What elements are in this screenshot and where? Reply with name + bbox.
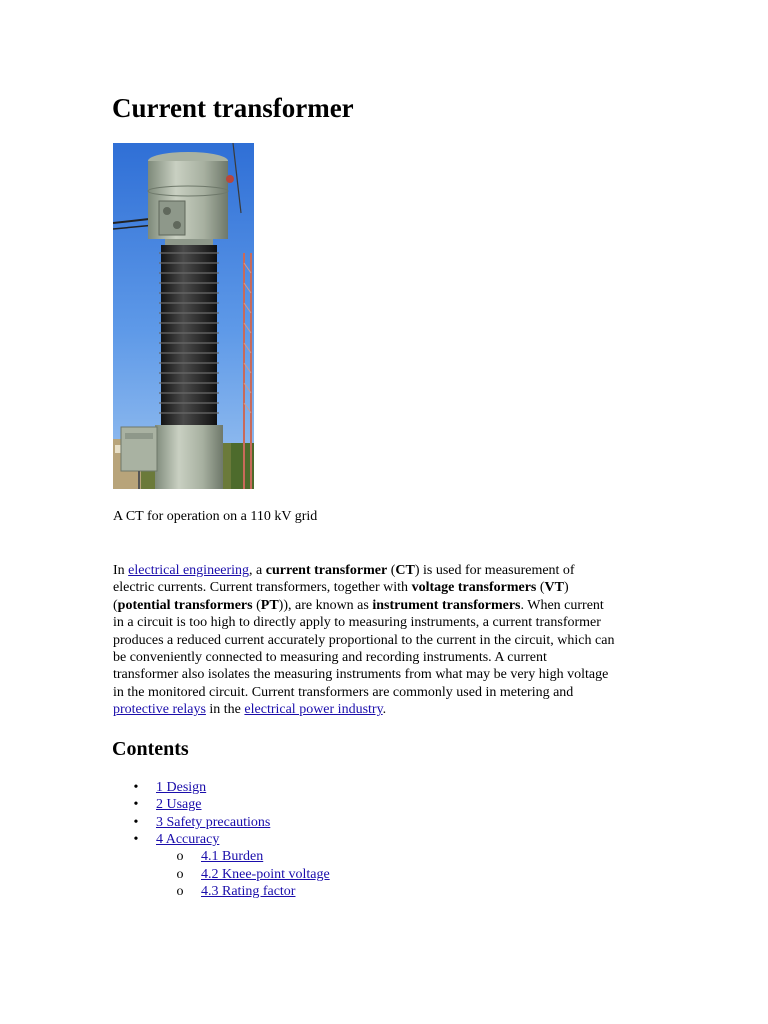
text-run: ( — [113, 597, 118, 613]
intro-line — [113, 649, 614, 666]
intro-line — [113, 579, 614, 596]
toc-link[interactable]: 4.3 Rating factor — [201, 883, 296, 899]
intro-line — [113, 701, 614, 718]
intro-paragraph — [113, 562, 614, 719]
bullet-icon: • — [133, 814, 139, 830]
text-run: ( — [387, 563, 396, 578]
current-transformer-photo — [113, 143, 254, 489]
text-run: electric currents. Current transformers, together with — [113, 580, 412, 596]
text-run: ) — [563, 580, 569, 596]
bold-term: potential transformers — [117, 597, 253, 613]
image-caption: A CT for operation on a 110 kV grid — [113, 509, 318, 524]
text-run: , a — [249, 563, 266, 578]
sub-bullet-icon: o — [176, 866, 184, 882]
text-run: ( — [252, 597, 261, 613]
intro-line — [113, 562, 614, 579]
text-run: In — [113, 563, 129, 578]
toc-link[interactable]: 2 Usage — [156, 797, 202, 813]
text-run: . — [382, 702, 387, 718]
text-run: in the — [205, 702, 245, 718]
intro-line — [113, 597, 614, 614]
sub-bullet-icon: o — [176, 849, 184, 865]
contents-heading: Contents — [112, 738, 189, 760]
sub-bullet-icon: o — [176, 883, 184, 899]
inline-link[interactable]: electrical engineering — [128, 563, 250, 578]
toc-link[interactable]: 4 Accuracy — [156, 831, 220, 847]
text-run: )), are known as — [278, 597, 373, 613]
bullet-icon: • — [133, 780, 139, 795]
intro-line — [113, 614, 614, 631]
bullet-icon: • — [133, 831, 139, 847]
toc-link[interactable]: 3 Safety precautions — [156, 814, 271, 830]
text-run: ( — [536, 580, 545, 596]
intro-line — [113, 666, 614, 683]
inline-link[interactable]: protective relays — [113, 702, 206, 718]
page-title: Current transformer — [112, 93, 354, 123]
bold-term: instrument transformers — [372, 597, 521, 613]
text-run: . When current — [520, 597, 604, 613]
text-run: transformer also isolates the measuring instruments from what may be very high voltage — [113, 667, 609, 683]
intro-line — [113, 632, 614, 649]
bullet-icon: • — [133, 797, 139, 813]
intro-line — [113, 684, 614, 701]
text-run: in a circuit is too high to directly apply to measuring instruments, a current transformer — [113, 615, 601, 631]
text-run: in the monitored circuit. Current transformers are commonly used in metering and — [113, 684, 574, 700]
bold-term: PT — [260, 597, 279, 613]
text-run: produces a reduced current accurately proportional to the current in the circuit, which can — [113, 632, 615, 648]
inline-link[interactable]: electrical power industry — [244, 702, 383, 718]
text-run: be conveniently connected to measuring and recording instruments. A current — [113, 650, 547, 666]
bold-term: current transformer — [265, 563, 388, 578]
bold-term: voltage transformers — [411, 580, 537, 596]
toc-link[interactable]: 4.1 Burden — [201, 849, 264, 865]
bold-term: VT — [544, 580, 564, 596]
toc-link[interactable]: 4.2 Knee-point voltage — [201, 866, 330, 882]
toc-link[interactable]: 1 Design — [156, 780, 207, 795]
text-run: ) is used for measurement of — [414, 563, 575, 578]
bold-term: CT — [395, 563, 415, 578]
